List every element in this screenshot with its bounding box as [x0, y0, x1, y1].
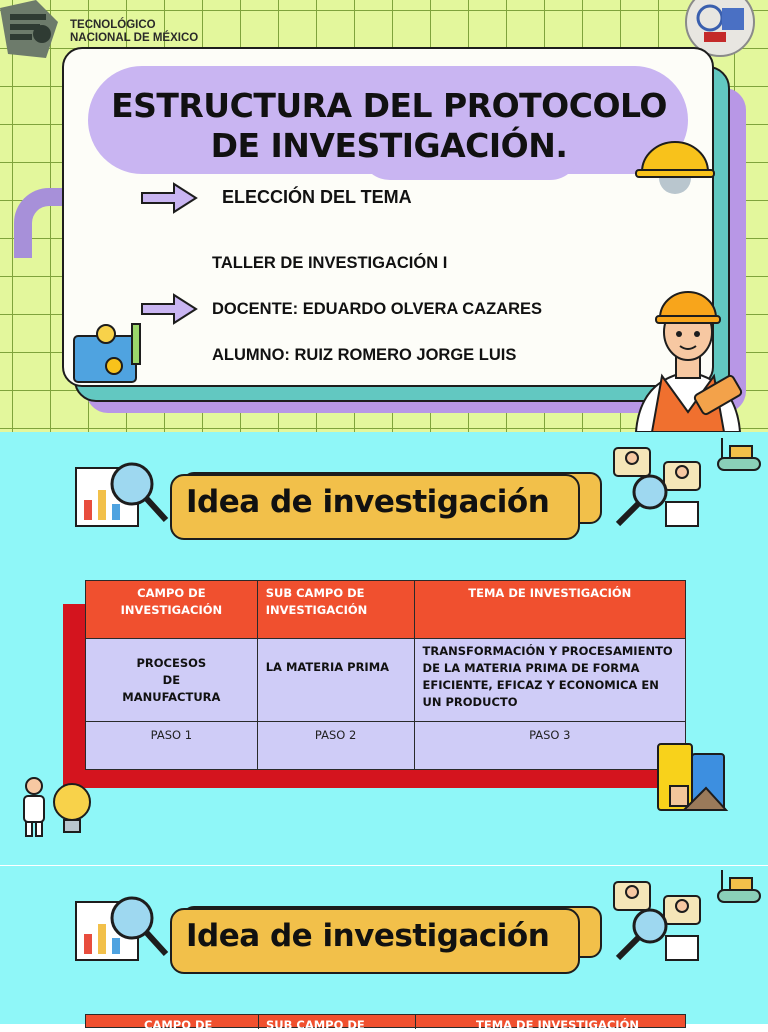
header-tema: [414, 581, 685, 639]
raw-material-barrels-icon: [654, 740, 728, 814]
title-line-2: DE INVESTIGACIÓN.: [210, 126, 568, 165]
team-analysis-icon: [610, 444, 704, 530]
cell-subcampo: LA MATERIA PRIMA: [257, 639, 414, 722]
cell-campo-line3: MANUFACTURA: [122, 689, 221, 704]
student-label: ALUMNO: RUIZ ROMERO JORGE LUIS: [212, 346, 517, 364]
slide-research-idea-2: [0, 866, 768, 1032]
institution-name: [70, 19, 198, 45]
course-label: TALLER DE INVESTIGACIÓN I: [212, 254, 448, 272]
cell-campo: [86, 639, 258, 722]
header-campo-line1: CAMPO DE: [137, 586, 206, 600]
table-row: [86, 722, 686, 770]
title-line-1: ESTRUCTURA DEL PROTOCOLO: [111, 86, 667, 125]
institution-name-line1: TECNOLÓGICO: [70, 19, 156, 31]
research-table: [85, 580, 686, 770]
header-tema-line1: TEMA DE INVESTIGACIÓN: [476, 1018, 639, 1032]
tecnm-logo-icon: [0, 0, 62, 60]
table-header-row-partial: [85, 1014, 686, 1032]
column-divider: [415, 1015, 416, 1029]
team-analysis-icon: [610, 878, 704, 964]
header-subcampo-line1: SUB CAMPO DE: [266, 1018, 365, 1032]
cell-paso-1: PASO 1: [86, 722, 258, 770]
engineer-illustration-icon: [626, 272, 750, 432]
column-divider: [258, 1015, 259, 1029]
header-campo: [86, 581, 258, 639]
section-heading: Idea de investigación: [186, 484, 550, 520]
teacher-label: DOCENTE: EDUARDO OLVERA CAZARES: [212, 300, 543, 318]
institution-name-line2: NACIONAL DE MÉXICO: [70, 32, 199, 44]
header-campo-line2: INVESTIGACIÓN: [120, 603, 223, 617]
header-subcampo-line1: SUB CAMPO DE: [265, 586, 365, 600]
cell-paso-2: PASO 2: [257, 722, 414, 770]
section-heading: Idea de investigación: [186, 918, 550, 954]
slide-title: [0, 0, 768, 432]
conveyor-belt-icon: [716, 436, 762, 478]
hard-hat-icon: [632, 134, 718, 194]
cell-tema: TRANSFORMACIÓN Y PROCESAMIENTO DE LA MATERIA PRIMA DE FORMA EFICIENTE, EFICAZ Y ECONOMICA EN UN PRODUCTO: [414, 639, 685, 722]
topic-label: ELECCIÓN DEL TEMA: [222, 187, 412, 207]
slide-title-text: [74, 86, 704, 166]
cell-campo-line2: DE: [162, 672, 181, 687]
analytics-magnifier-icon: [74, 894, 170, 962]
blueprint-ideas-icon: [70, 320, 150, 386]
header-tema-line1: TEMA DE INVESTIGACIÓN: [468, 586, 632, 600]
arrow-right-icon: [140, 181, 198, 215]
slide-research-idea: [0, 432, 768, 865]
cell-campo-line1: PROCESOS: [136, 655, 207, 670]
person-idea-icon: [18, 776, 94, 838]
cell-paso-3: PASO 3: [414, 722, 685, 770]
table-row: [86, 639, 686, 722]
header-subcampo: [257, 581, 414, 639]
header-campo-line1: CAMPO DE: [144, 1018, 213, 1032]
header-subcampo-line2: INVESTIGACIÓN: [265, 603, 368, 617]
analytics-magnifier-icon: [74, 460, 170, 528]
table-header-row: [86, 581, 686, 639]
conveyor-belt-icon: [716, 868, 762, 910]
